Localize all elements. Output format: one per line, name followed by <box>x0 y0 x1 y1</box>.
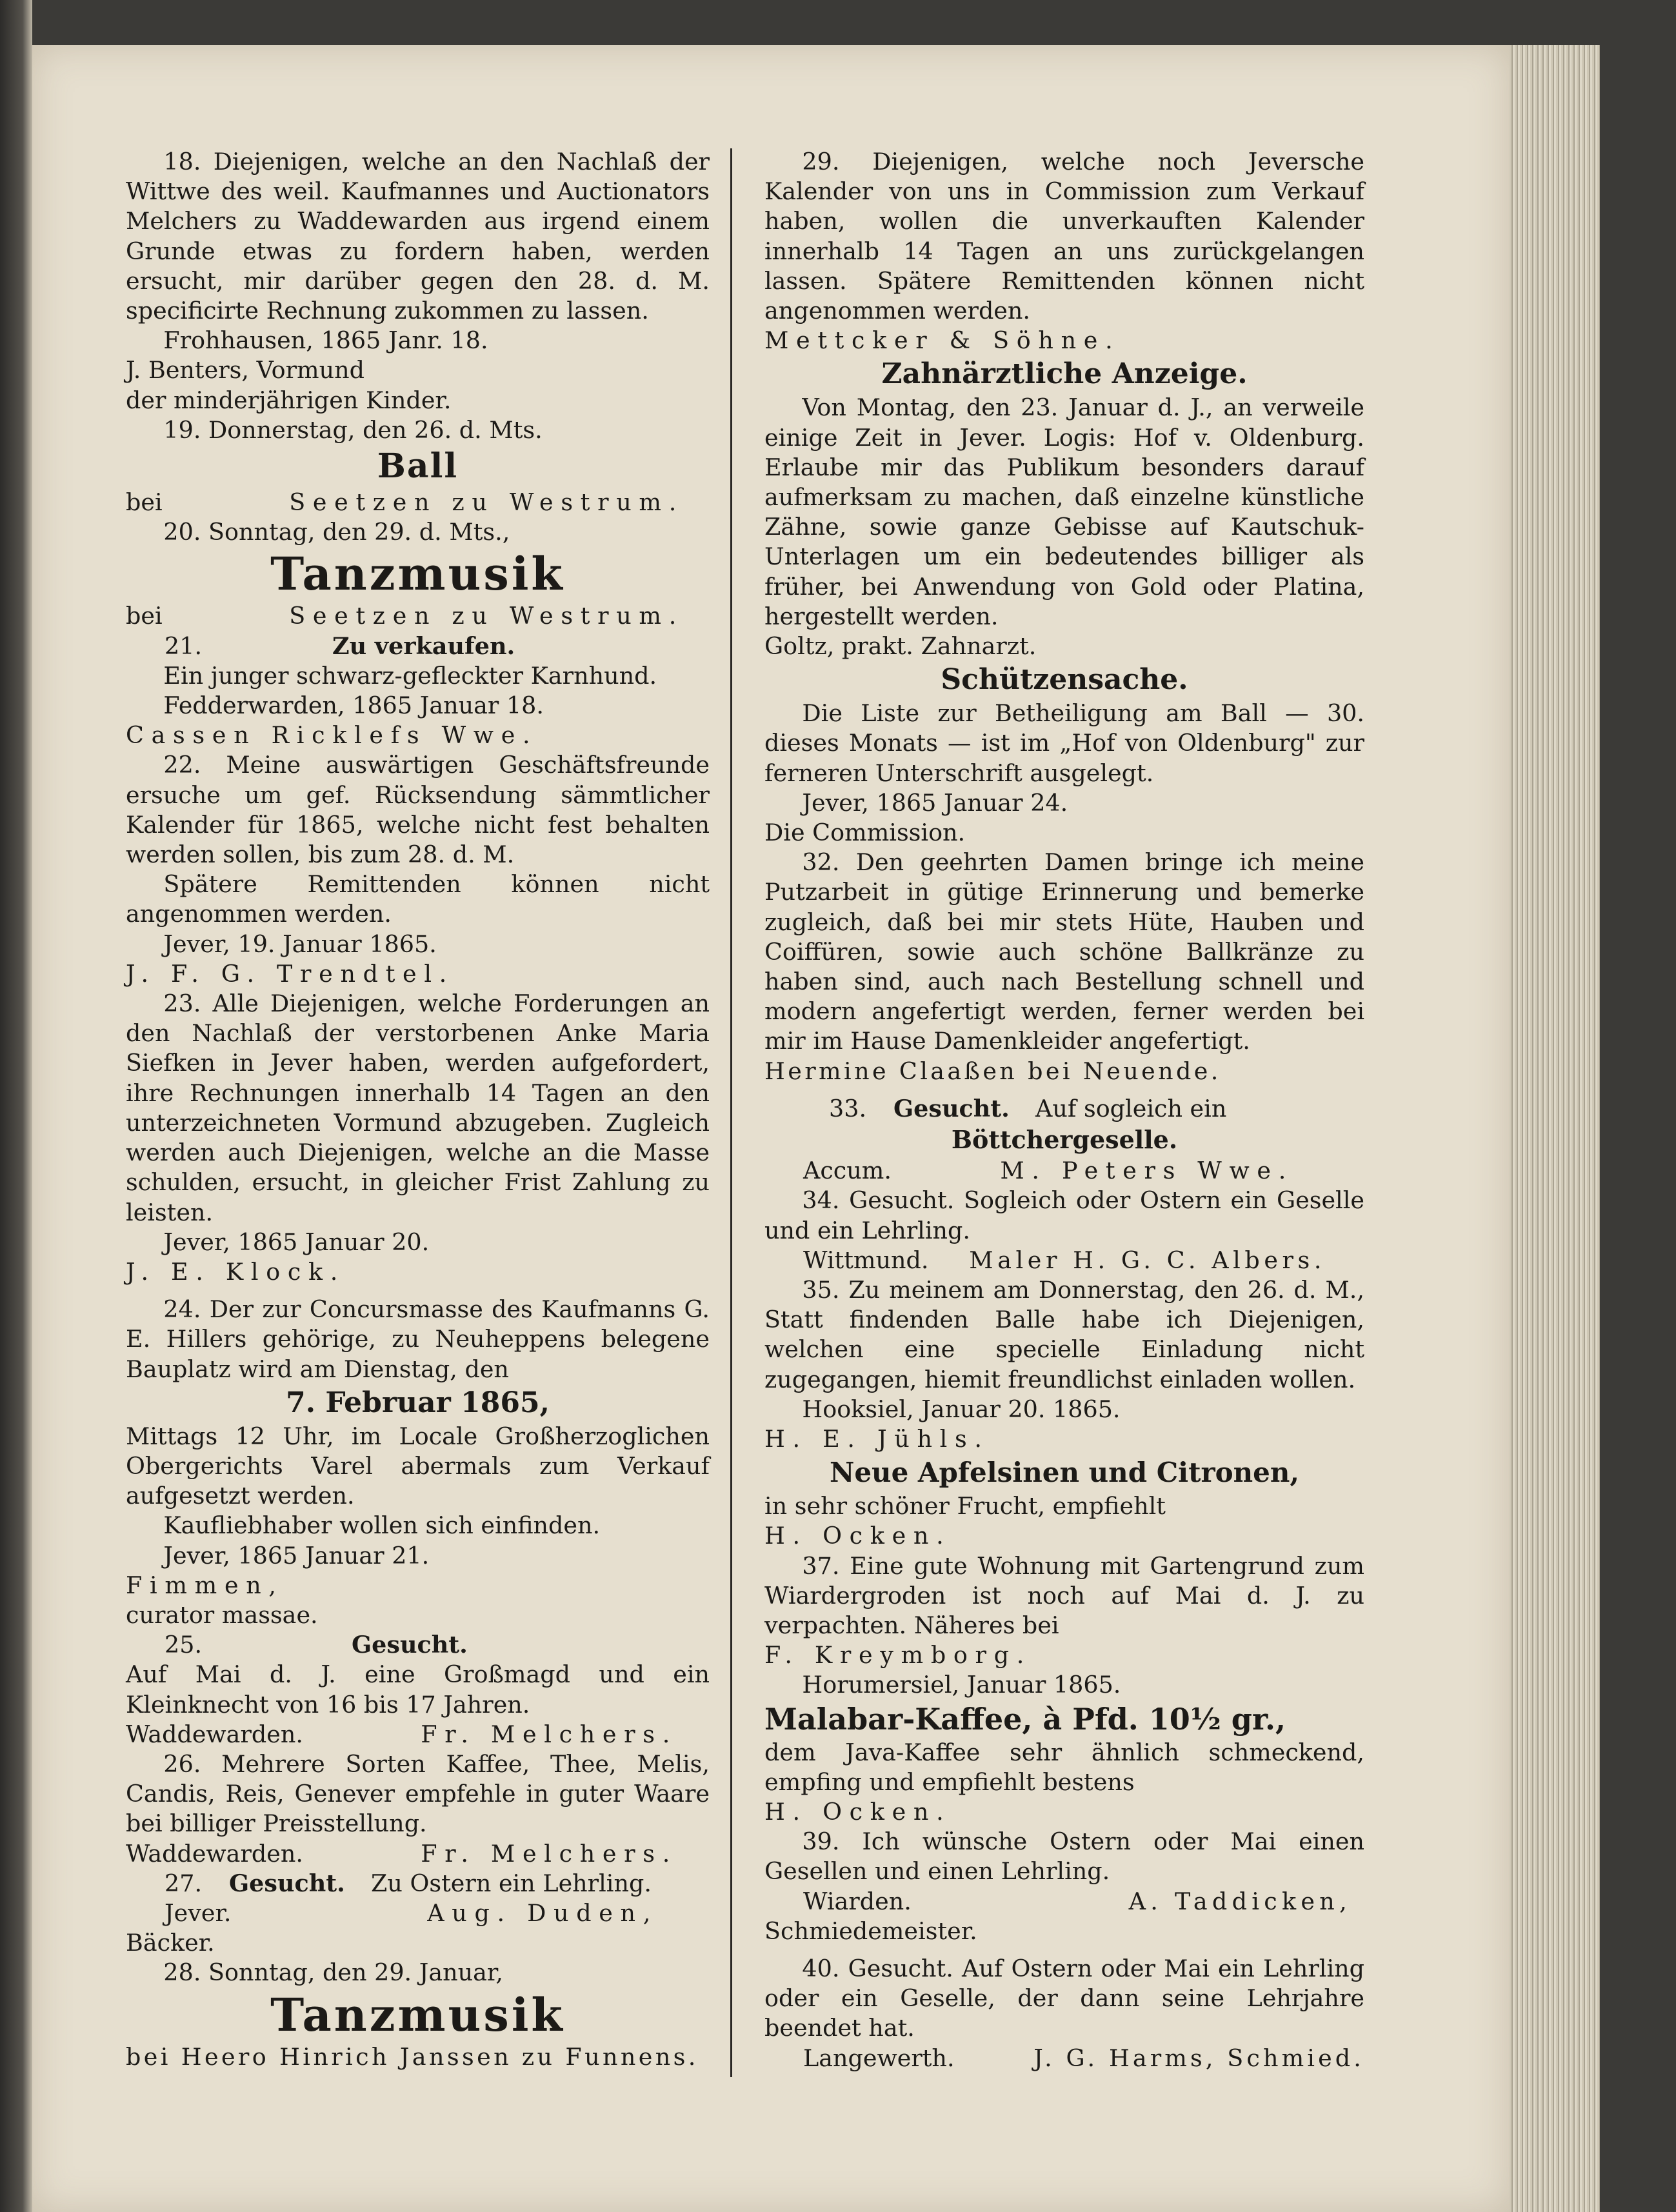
ad-20-heading: Tanzmusik <box>270 547 565 601</box>
ad-30-heading: Zahnärztliche Anzeige. <box>881 357 1248 391</box>
ad-31-place: Jever, 1865 Januar 24. <box>802 788 1068 817</box>
ad-23-signature: J. E. Klock. <box>126 1257 346 1286</box>
ad-26-place: Waddewarden. <box>126 1839 303 1868</box>
scan-background <box>0 0 1676 45</box>
ad-25-place: Waddewarden. <box>126 1720 303 1748</box>
ad-34-place: Wittmund. <box>803 1246 929 1274</box>
ad-22-text: 22. Meine auswärtigen Geschäftsfreunde ersuche um gef. Rücksendung sämmtlicher Kalender für 1865, welche nicht fest behalten werden sollen, bis zum 28. d. M. <box>126 751 710 869</box>
ad-20-name: Seetzen zu Westrum. <box>289 602 684 630</box>
ad-24-date: 7. Februar 1865, <box>286 1386 550 1419</box>
ad-27-text: Zu Ostern ein Lehrling. <box>371 1869 652 1897</box>
ad-25-text: Auf Mai d. J. eine Großmagd und ein Kleinknecht von 16 bis 17 Jahren. <box>126 1660 710 1719</box>
ad-40-footer <box>764 2044 1364 2073</box>
ad-28-heading: Tanzmusik <box>270 1988 565 2042</box>
ad-24-text: 24. Der zur Concursmasse des Kaufmanns G. E. Hillers gehörige, zu Neuheppens belegene Bauplatz wird am Dienstag, den <box>126 1295 710 1383</box>
ad-38-signature: H. Ocken. <box>764 1797 952 1826</box>
ad-19-name: Seetzen zu Westrum. <box>289 488 684 517</box>
ad-20-venue <box>126 601 710 631</box>
ad-22-note: Spätere Remittenden können nicht angenommen werden. <box>126 870 710 928</box>
ad-24-place: Jever, 1865 Januar 21. <box>163 1541 430 1569</box>
ad-30-text: Von Montag, den 23. Januar d. J., an verweile einige Zeit in Jever. Logis: Hof v. Oldenburg. Erlaube mir das Publikum besonders darauf aufmerksam zu machen, daß einzelne künstliche Zähne, sowie ganze Gebisse auf Kautschuk-Unterlagen um ein bedeutendes billiger als früher, bei Anwendung von Gold oder Platina, hergestellt werden. <box>764 394 1364 630</box>
ad-38-heading: Malabar-Kaffee, à Pfd. 10½ gr., <box>764 1701 1286 1737</box>
ad-32-signature: Hermine Claaßen bei Neuende. <box>764 1057 1221 1085</box>
ad-39-place: Wiarden. <box>803 1887 912 1915</box>
spacer <box>126 1287 710 1295</box>
ad-26-signature: Fr. Melchers. <box>421 1839 677 1868</box>
ad-27-signature: Aug. Duden, <box>427 1898 658 1927</box>
ad-39-signature: A. Taddicken, <box>1128 1887 1352 1915</box>
ad-28-venue: bei Heero Hinrich Janssen zu Funnens. <box>126 2042 699 2071</box>
ad-21-signature: Cassen Ricklefs Wwe. <box>126 721 538 750</box>
ad-40-place: Langewerth. <box>803 2044 955 2072</box>
ad-26-text: 26. Mehrere Sorten Kaffee, Thee, Melis, Candis, Reis, Genever empfehle in guter Waare bei billiger Preisstellung. <box>126 1749 710 1838</box>
ad-40-text: 40. Gesucht. Auf Ostern oder Mai ein Lehrling oder ein Geselle, der dann seine Lehrjahre beendet hat. <box>764 1954 1364 2042</box>
ad-23-place: Jever, 1865 Januar 20. <box>163 1228 430 1256</box>
ad-27-heading: Gesucht. <box>229 1869 345 1897</box>
ad-22-place: Jever, 19. Januar 1865. <box>163 930 437 958</box>
book-gutter <box>0 0 32 2212</box>
ad-26-footer <box>126 1839 710 1869</box>
ad-32-text: 32. Den geehrten Damen bringe ich meine Putzarbeit in gütige Erinnerung und bemerke zugleich, daß bei mir stets Hüte, Hauben und Coiffüren, sowie auch schöne Ballkränze zu haben sind, auch nach Bestellung schnell und modern angefertigt werden, ferner werden bei mir im Hause Damenkleider angefertigt. <box>764 848 1364 1055</box>
ad-19-heading: Ball <box>377 446 459 486</box>
ad-36-heading: Neue Apfelsinen und Citronen, <box>829 1457 1300 1489</box>
ad-38-text: dem Java-Kaffee sehr ähnlich schmeckend, empfing und empfiehlt bestens <box>764 1738 1364 1796</box>
ad-21-heading: Zu verkaufen. <box>332 632 515 660</box>
ad-21-number: 21. <box>165 632 203 660</box>
ad-25-header <box>126 1630 710 1660</box>
ad-39-signature-line2: Schmiedemeister. <box>764 1917 977 1945</box>
ad-35-signature: H. E. Jühls. <box>764 1424 990 1453</box>
ad-29-text: 29. Diejenigen, welche noch Jeversche Kalender von uns in Commission zum Verkauf haben, wollen die unverkauften Kalender innerhalb 14 Tagen an uns zurückgelangen lassen. Spätere Remittenden können nicht angenommen werden. <box>764 148 1364 325</box>
ad-33-heading2: Böttchergeselle. <box>951 1125 1178 1155</box>
ad-37-text: 37. Eine gute Wohnung mit Gartengrund zum Wiardergroden ist noch auf Mai d. J. zu verpachten. Näheres bei <box>764 1551 1364 1639</box>
ad-37-place: Horumersiel, Januar 1865. <box>802 1671 1121 1699</box>
ad-40-signature: J. G. Harms, Schmied. <box>1033 2044 1364 2072</box>
ad-29-signature: Mettcker & Söhne. <box>764 326 1121 355</box>
ad-24-signature: Fimmen, <box>126 1571 284 1599</box>
ad-20-bei: bei <box>126 602 163 630</box>
ad-31-signature: Die Commission. <box>764 819 966 847</box>
ad-25-heading: Gesucht. <box>352 1631 468 1659</box>
ad-34-footer <box>764 1246 1364 1275</box>
ad-33-footer <box>764 1156 1364 1186</box>
ad-23-text: 23. Alle Diejenigen, welche Forderungen an den Nachlaß der verstorbenen Anke Maria Siefken in Jever haben, werden aufgefordert, ihre Rechnungen innerhalb 14 Tagen an den unterzeichneten Vormund abzugeben. Zugleich werden auch Diejenigen, welche an die Masse schulden, ersucht, in gleicher Frist Zahlung zu leisten. <box>126 990 710 1226</box>
column-divider <box>730 148 732 2077</box>
ad-33-header <box>764 1094 1364 1124</box>
ad-34-text: 34. Gesucht. Sogleich oder Ostern ein Geselle und ein Lehrling. <box>764 1186 1364 1244</box>
ad-36-signature: H. Ocken. <box>764 1522 952 1550</box>
ad-20-text: 20. Sonntag, den 29. d. Mts., <box>163 518 510 546</box>
ad-31-text: Die Liste zur Betheiligung am Ball — 30. dieses Monats — ist im „Hof von Oldenburg" zur ferneren Unterschrift ausgelegt. <box>764 699 1364 787</box>
ad-37-signature: F. Kreymborg. <box>764 1641 1032 1669</box>
ad-33-place: Accum. <box>803 1157 892 1185</box>
ad-24-time: Mittags 12 Uhr, im Locale Großherzoglichen Obergerichts Varel abermals zum Verkauf aufgesetzt werden. <box>126 1422 710 1510</box>
ad-21-text: Ein junger schwarz-gefleckter Karnhund. <box>163 661 657 690</box>
ad-24-note: Kaufliebhaber wollen sich einfinden. <box>163 1511 601 1540</box>
ad-21-header <box>126 632 710 661</box>
ad-27-signature-line2: Bäcker. <box>126 1929 215 1957</box>
ad-28-text: 28. Sonntag, den 29. Januar, <box>163 1958 503 1987</box>
ad-39-footer <box>764 1887 1364 1917</box>
ad-35-text: 35. Zu meinem am Donnerstag, den 26. d. M., Statt findenden Balle habe ich Diejenigen, welchen eine specielle Einladung nicht zugegangen, hiemit freundlichst einladen wollen. <box>764 1275 1364 1393</box>
right-column <box>764 147 1364 2073</box>
ad-22-signature: J. F. G. Trendtel. <box>126 959 454 988</box>
ad-18-text: 18. Diejenigen, welche an den Nachlaß der Wittwe des weil. Kaufmannes und Auctionators Melchers zu Waddewarden aus irgend einem Grunde etwas zu fordern haben, werden ersucht, mir darüber gegen den 28. d. M. specificirte Rechnung zukommen zu lassen. <box>126 148 710 325</box>
spacer <box>764 1086 1364 1094</box>
spacer <box>764 1946 1364 1954</box>
ad-39-text: 39. Ich wünsche Ostern oder Mai einen Gesellen und einen Lehrling. <box>764 1828 1364 1886</box>
ad-33-signature: M. Peters Wwe. <box>1000 1157 1293 1185</box>
ad-19-bei: bei <box>126 488 163 517</box>
ad-19-text: 19. Donnerstag, den 26. d. Mts. <box>163 415 543 444</box>
ad-31-heading: Schützensache. <box>941 663 1188 697</box>
ad-36-text: in sehr schöner Frucht, empfiehlt <box>764 1492 1166 1520</box>
ad-25-number: 25. <box>165 1631 203 1659</box>
ad-33-number: 33. <box>829 1094 867 1122</box>
ad-33-text: Auf sogleich ein <box>1035 1094 1227 1122</box>
ad-21-place: Fedderwarden, 1865 Januar 18. <box>163 692 544 720</box>
ad-18-signature-line2: der minderjährigen Kinder. <box>126 386 452 414</box>
left-column <box>126 147 710 2072</box>
ad-35-place: Hooksiel, Januar 20. 1865. <box>802 1395 1121 1423</box>
ad-19-venue <box>126 488 710 517</box>
ad-30-signature: Goltz, prakt. Zahnarzt. <box>764 632 1037 661</box>
ad-18-place: Frohhausen, 1865 Janr. 18. <box>163 326 488 355</box>
ad-33-heading: Gesucht. <box>893 1094 1010 1122</box>
ad-25-footer <box>126 1720 710 1749</box>
ad-27-number: 27. <box>165 1869 203 1897</box>
ad-24-signature-line2: curator massae. <box>126 1600 318 1629</box>
ad-25-signature: Fr. Melchers. <box>421 1720 677 1748</box>
ad-18-signature: J. Benters, Vormund <box>126 356 365 384</box>
ad-34-signature: Maler H. G. C. Albers. <box>969 1246 1326 1274</box>
page-stack-edge <box>1510 45 1600 2212</box>
ad-27-place: Jever. <box>165 1898 232 1927</box>
ad-27-header <box>126 1869 710 1898</box>
ad-27-footer <box>126 1898 710 1928</box>
